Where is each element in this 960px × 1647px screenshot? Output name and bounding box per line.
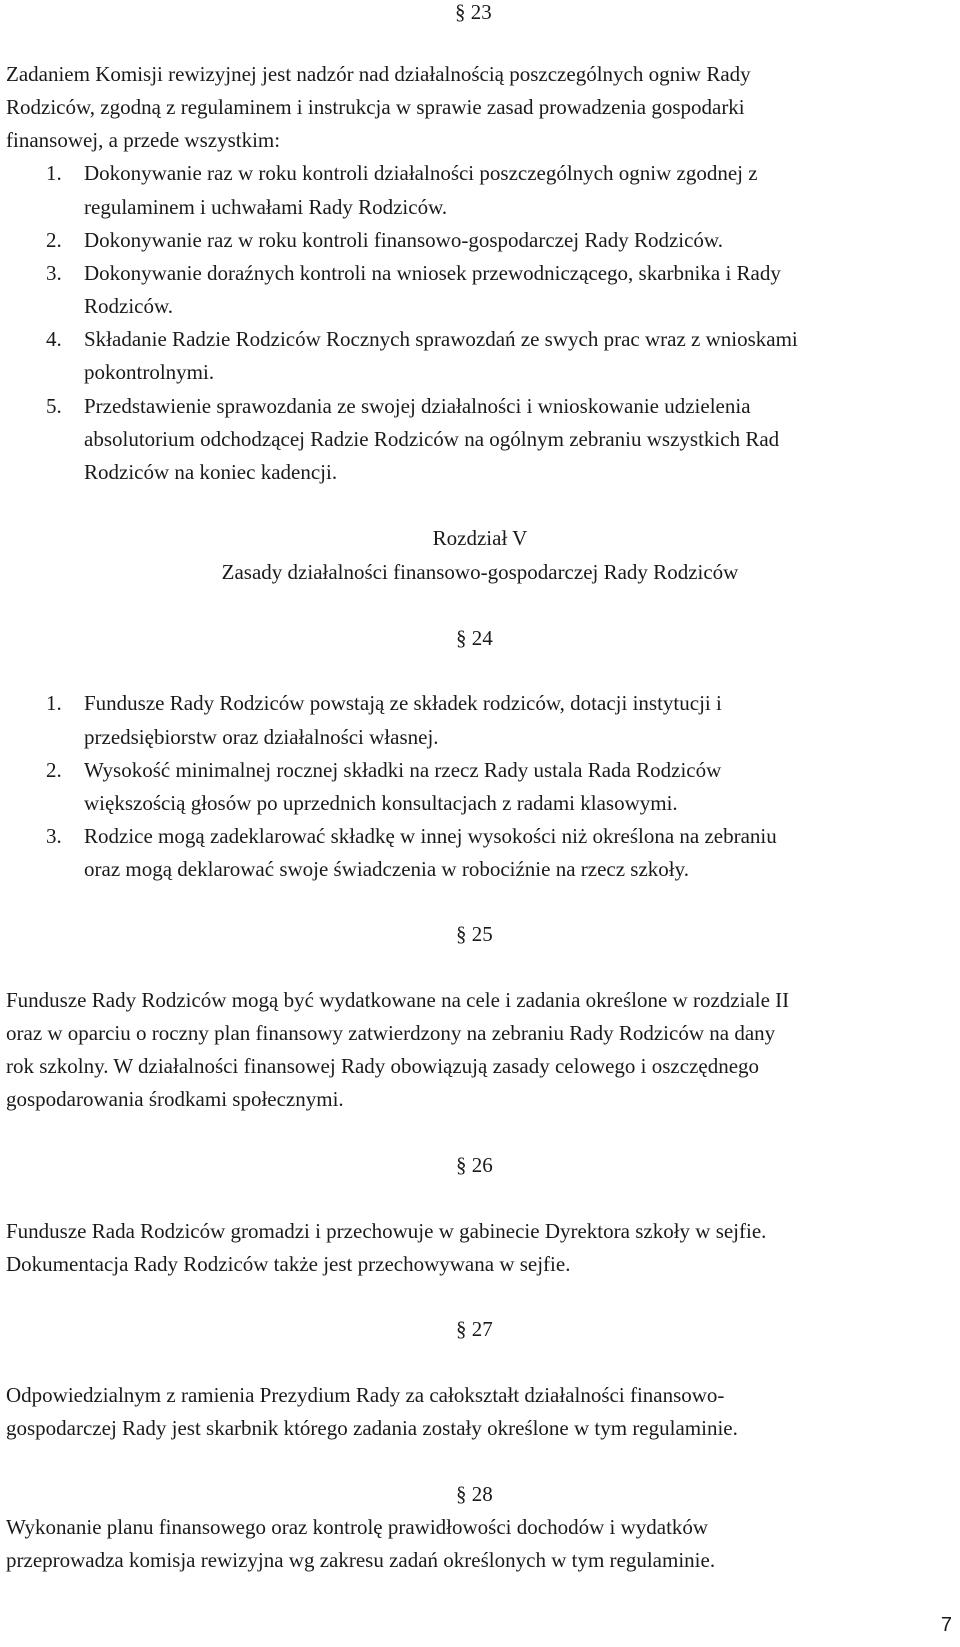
paragraph-line: Odpowiedzialnym z ramienia Prezydium Rady za całokształt działalności finansowo- (6, 1383, 725, 1407)
list-text: Składanie Radzie Rodziców Rocznych sprawozdań ze swych prac wraz z wnioskami (84, 327, 798, 351)
list-number: 2. (46, 758, 62, 782)
section-26-heading: § 26 (456, 1153, 493, 1177)
list-number: 4. (46, 327, 62, 351)
chapter-title: Zasady działalności finansowo-gospodarczej Rady Rodziców (221, 560, 739, 584)
paragraph-line: Rodziców, zgodną z regulaminem i instrukcja w sprawie zasad prowadzenia gospodarki (6, 95, 745, 119)
list-text: Dokonywanie raz w roku kontroli działalności poszczególnych ogniw zgodnej z (84, 161, 758, 185)
list-number: 3. (46, 261, 62, 285)
paragraph-line: Fundusze Rady Rodziców mogą być wydatkowane na cele i zadania określone w rozdziale II (6, 988, 790, 1012)
section-24-heading: § 24 (456, 626, 493, 650)
list-text: absolutorium odchodzącej Radzie Rodziców na ogólnym zebraniu wszystkich Rad (84, 427, 780, 451)
paragraph-line: rok szkolny. W działalności finansowej Rady obowiązują zasady celowego i oszczędnego (6, 1054, 760, 1078)
list-number: 3. (46, 824, 62, 848)
list-text: Wysokość minimalnej rocznej składki na rzecz Rady ustala Rada Rodziców (84, 758, 722, 782)
list-number: 1. (46, 161, 62, 185)
list-text: Rodzice mogą zadeklarować składkę w innej wysokości niż określona na zebraniu (84, 824, 777, 848)
list-text: Rodziców. (84, 294, 174, 318)
paragraph-line: oraz w oparciu o roczny plan finansowy zatwierdzony na zebraniu Rady Rodziców na dany (6, 1021, 776, 1045)
paragraph-line: Dokumentacja Rady Rodziców także jest przechowywana w sejfie. (6, 1252, 571, 1276)
section-28-heading: § 28 (456, 1482, 493, 1506)
page-number: 7 (940, 1614, 952, 1636)
list-number: 2. (46, 228, 62, 252)
list-text: Fundusze Rady Rodziców powstają ze składek rodziców, dotacji instytucji i (84, 691, 722, 715)
paragraph-line: Zadaniem Komisji rewizyjnej jest nadzór nad działalnością poszczególnych ogniw Rady (6, 62, 751, 86)
list-text: większością głosów po uprzednich konsultacjach z radami klasowymi. (84, 791, 678, 815)
paragraph-line: Fundusze Rada Rodziców gromadzi i przechowuje w gabinecie Dyrektora szkoły w sejfie. (6, 1219, 767, 1243)
paragraph-line: przeprowadza komisja rewizyjna wg zakresu zadań określonych w tym regulaminie. (6, 1548, 716, 1572)
section-27-heading: § 27 (456, 1317, 493, 1341)
list-number: 1. (46, 691, 62, 715)
list-text: pokontrolnymi. (84, 360, 215, 384)
list-text: przedsiębiorstw oraz działalności własnej. (84, 725, 439, 749)
paragraph-line: finansowej, a przede wszystkim: (6, 128, 281, 152)
paragraph-line: gospodarowania środkami społecznymi. (6, 1087, 344, 1111)
list-text: regulaminem i uchwałami Rady Rodziców. (84, 195, 448, 219)
list-text: Dokonywanie doraźnych kontroli na wniosek przewodniczącego, skarbnika i Rady (84, 261, 781, 285)
paragraph-line: gospodarczej Rady jest skarbnik którego zadania zostały określone w tym regulaminie. (6, 1416, 738, 1440)
list-text: oraz mogą deklarować swoje świadczenia w robociźnie na rzecz szkoły. (84, 857, 690, 881)
section-25-heading: § 25 (456, 922, 493, 946)
list-number: 5. (46, 394, 62, 418)
list-text: Rodziców na koniec kadencji. (84, 460, 338, 484)
paragraph-line: Wykonanie planu finansowego oraz kontrolę prawidłowości dochodów i wydatków (6, 1515, 709, 1539)
list-text: Dokonywanie raz w roku kontroli finansowo-gospodarczej Rady Rodziców. (84, 228, 723, 252)
list-text: Przedstawienie sprawozdania ze swojej działalności i wnioskowanie udzielenia (84, 394, 751, 418)
chapter-heading: Rozdział V (432, 526, 528, 550)
section-23-heading: § 23 (455, 0, 492, 24)
